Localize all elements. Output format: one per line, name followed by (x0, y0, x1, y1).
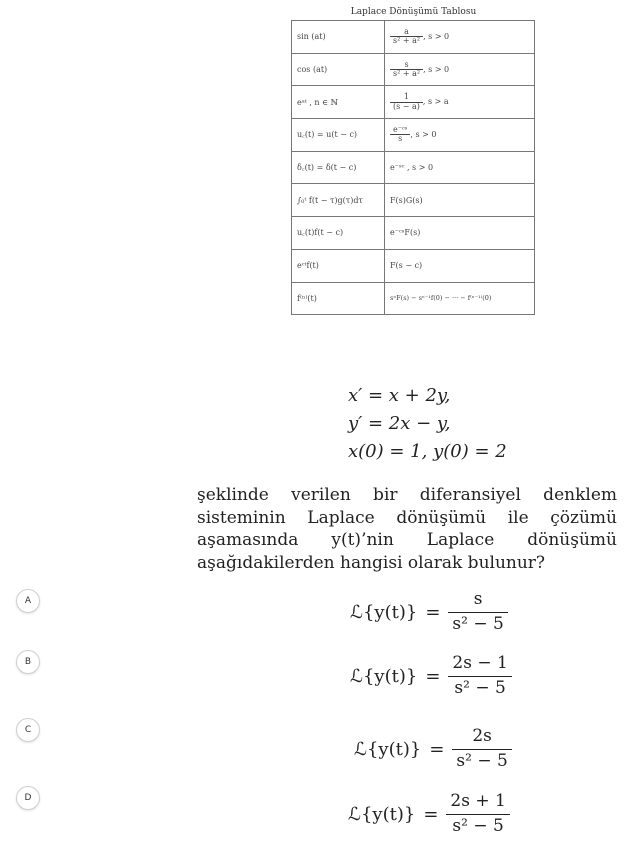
option-c-radio[interactable]: C (16, 718, 40, 742)
option-c-formula[interactable]: ℒ{y(t)} = $\frac{2s}{\text{s² − 5}}$ (354, 727, 512, 771)
transform-fraction: $\frac{s}{\text{s² + a²}}$ (390, 61, 423, 79)
time-function: sin (at) (292, 21, 385, 54)
time-function: u꜀(t) = u(t − c) (292, 119, 385, 152)
option-a-fraction: $\frac{s}{\text{s² − 5}}$ (448, 590, 507, 634)
option-d-radio[interactable]: D (16, 786, 40, 810)
equation-x-prime: x′ = x + 2y, (348, 385, 451, 406)
table-row (292, 86, 535, 119)
table-title: Laplace Dönüşümü Tablosu (350, 7, 477, 17)
table-row (292, 21, 535, 54)
option-d-formula[interactable]: ℒ{y(t)} = $\frac{2s + 1}{\text{s² − 5}}$ (348, 792, 510, 836)
table-row (292, 249, 535, 282)
time-function: eᵃᵗ , n ∈ ℕ (292, 86, 385, 119)
transform-cell: $\frac{1}{(s - a)}$ , s > a (385, 86, 535, 119)
transform-cell: e⁻ˢᶜ , s > 0 (385, 151, 535, 184)
table-row (292, 119, 535, 152)
option-a-radio[interactable]: A (16, 589, 40, 613)
time-function: ∫₀ᵗ f(t − τ)g(τ)dτ (292, 184, 385, 217)
transform-cell: $\frac{a}{\text{s² + a²}}$ , s > 0 (385, 21, 535, 54)
transform-cell: sⁿF(s) − sⁿ⁻¹f(0) − ··· − f⁽ⁿ⁻¹⁾(0) (385, 282, 535, 315)
table-row (292, 151, 535, 184)
time-function: u꜀(t)f(t − c) (292, 217, 385, 250)
transform-cell: F(s)G(s) (385, 184, 535, 217)
option-a-formula[interactable]: ℒ{y(t)} = $\frac{s}{\text{s² − 5}}$ (350, 590, 508, 634)
transform-cell: $\frac{\text{e⁻ᶜˢ}}{s}$ , s > 0 (385, 119, 535, 152)
transform-cell: F(s − c) (385, 249, 535, 282)
table-row (292, 217, 535, 250)
transform-fraction: $\frac{\text{e⁻ᶜˢ}}{s}$ (390, 126, 410, 144)
option-b-radio[interactable]: B (16, 650, 40, 674)
table-row (292, 184, 535, 217)
time-function: δ꜀(t) = δ(t − c) (292, 151, 385, 184)
question-text: şeklinde verilen bir diferansiyel denklem sisteminin Laplace dönüşümü ile çözümü aşamasında y(t)’nin Laplace dönüşümü aşağıdakilerden hangisi olarak bulunur? (197, 485, 617, 573)
transform-fraction: $\frac{a}{\text{s² + a²}}$ (390, 28, 423, 46)
time-function: f⁽ⁿ⁾(t) (292, 282, 385, 315)
table-row (292, 282, 535, 315)
initial-conditions: x(0) = 1, y(0) = 2 (348, 441, 507, 462)
table-row (292, 53, 535, 86)
option-b-fraction: $\frac{2s - 1}{\text{s² − 5}}$ (448, 654, 511, 698)
transform-cell: $\frac{s}{\text{s² + a²}}$ , s > 0 (385, 53, 535, 86)
equation-y-prime: y′ = 2x − y, (348, 413, 451, 434)
time-function: eᶜᵗf(t) (292, 249, 385, 282)
transform-fraction: $\frac{1}{(s - a)}$ (390, 93, 423, 111)
time-function: cos (at) (292, 53, 385, 86)
option-c-fraction: $\frac{2s}{\text{s² − 5}}$ (452, 727, 511, 771)
transform-cell: e⁻ᶜˢF(s) (385, 217, 535, 250)
option-d-fraction: $\frac{2s + 1}{\text{s² − 5}}$ (446, 792, 509, 836)
option-b-formula[interactable]: ℒ{y(t)} = $\frac{2s - 1}{\text{s² − 5}}$ (350, 654, 512, 698)
laplace-transform-table (291, 20, 535, 315)
